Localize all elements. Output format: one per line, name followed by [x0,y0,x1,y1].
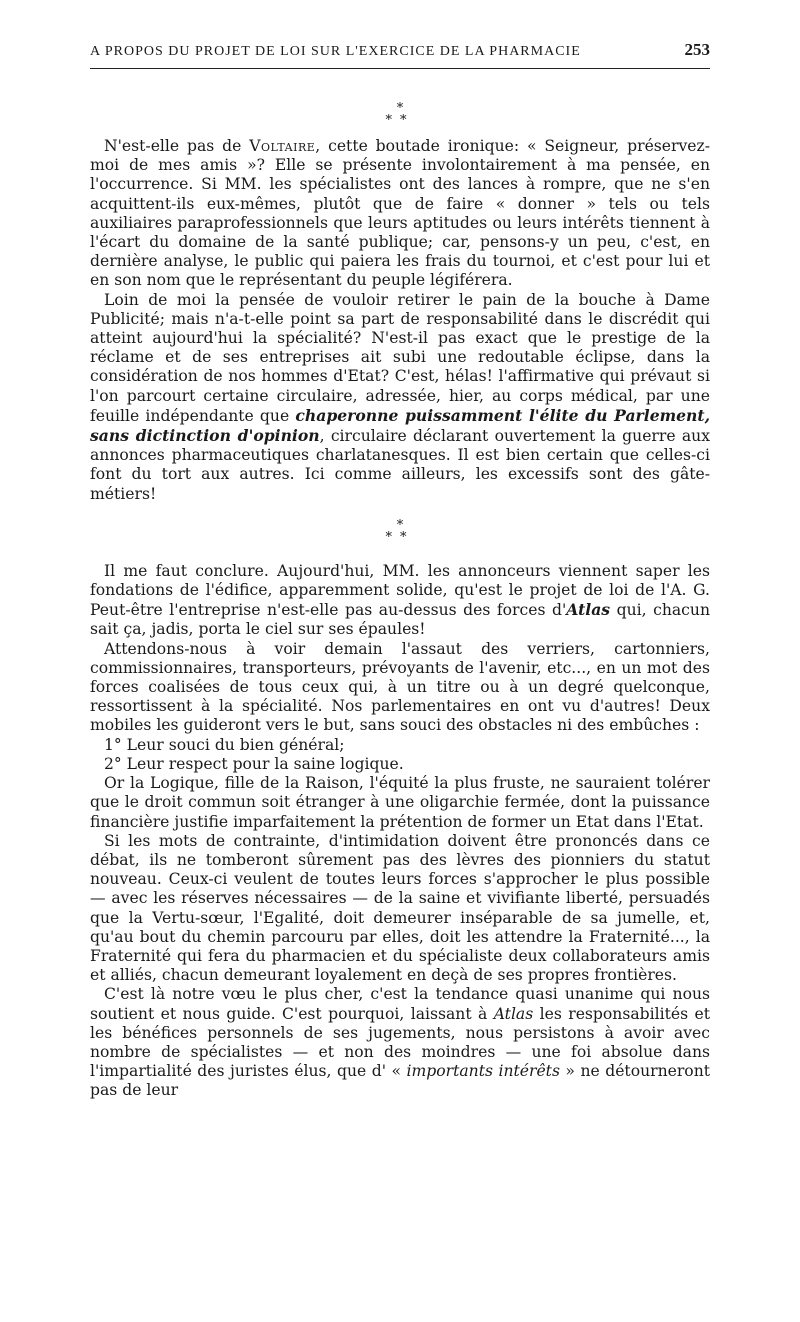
paragraph-3-text-b: qui, chacun sait ça, jadis, porta le ciel sur ses épaules! [90,601,710,639]
paragraph-3-text-a: Il me faut conclure. Aujourd'hui, MM. les annonceurs viennent saper les fondations de l'édifice, apparemment solide, qu'est le projet de loi de l'A. G. Peut-être l'entreprise n'est-elle pas au-dessus des forces d' [90,561,710,620]
paragraph-1-text-b: , cette boutade ironique: « Seigneur, préservez-moi de mes amis »? Elle se présente involontairement à ma pensée, en l'occurrence. Si MM. les spécialistes ont des lances à rompre, que ne s'en acquittent-ils eux-mêmes, plutôt que de faire « donner » tels ou tels auxiliaires paraprofessionnels que leurs aptitudes ou leurs intérêts tiennent à l'écart du domaine de la santé publique; car, pensons-y un peu, c'est, en dernière analyse, le public qui paiera les frais du tournoi, et c'est pour lui et en son nom que le représentant du peuple légiférera. [90,137,711,290]
paragraph-4: Attendons-nous à voir demain l'assaut des verriers, cartonniers, commissionnaires, transporteurs, prévoyants de l'avenir, etc..., en un mot des forces coalisées de tous ceux qui, à un titre ou à un degré quelconque, ressortissent à la spécialité. Nos parlementaires en ont vu d'autres! Deux mobiles les guideront vers le but, sans souci des obstacles ni des embûches : [90,639,710,735]
section-separator-2 [380,517,420,545]
paragraph-2-text-a: Loin de moi la pensée de vouloir retirer le pain de la bouche à Dame Publicité; mais n'a-t-elle point sa part de responsabilité dans le discrédit qui atteint aujourd'hui la spécialité? N'est-il pas exact que le prestige de la réclame et de ses entreprises ait subi une redoutable éclipse, dans la considération de nos hommes d'Etat? C'est, hélas! l'affirmative qui prévaut si l'on parcourt certaine circulaire, adressée, hier, au corps médical, par une feuille indépendante que [90,290,710,425]
paragraph-1-text-a: N'est-elle pas de [104,137,250,155]
book-page [90,40,710,1101]
paragraph-6: Si les mots de contrainte, d'intimidation doivent être prononcés dans ce débat, ils ne tomberont sûrement pas des lèvres des pionniers du statut nouveau. Ceux-ci veulent de toutes leurs forces s'approcher le plus possible — avec les réserves nécessaires — de la saine et vivifiante liberté, persuadés que la Vertu-sœur, l'Egalité, doit demeurer inséparable de sa jumelle, et, qu'au bout du chemin parcouru par elles, doit les attendre la Fraternité..., la Fraternité qui fera du pharmacien et du spécialiste deux collaborateurs amis et alliés, chacun demeurant loyalement en deçà de ses propres frontières. [90,831,710,985]
paragraph-7-quotation: importants intérêts [406,1062,560,1081]
list-item-1: 1° Leur souci du bien général; [104,735,345,754]
author-name-voltaire: Voltaire [249,137,316,155]
paragraph-7-text-c: » ne détourneront pas de leur [90,1062,711,1100]
atlas-reference-2: Atlas [493,1004,534,1023]
paragraph-7 [90,985,710,1100]
running-header [90,40,710,69]
asterism-top: * [396,517,404,533]
paragraph-2 [90,291,710,504]
paragraph-3 [90,562,710,640]
section-separator-1 [380,103,420,127]
paragraph-7-text-a: C'est là notre vœu le plus cher, c'est la tendance quasi unanime qui nous soutient et nous guide. C'est pourquoi, laissant à [90,985,710,1023]
asterism-bottom: ** [385,529,415,545]
asterism-bottom: ** [385,113,415,128]
atlas-reference: Atlas [566,600,611,620]
page-number: 253 [684,40,710,59]
asterism-top: * [396,101,404,116]
paragraph-1 [90,137,710,291]
running-title: A PROPOS DU PROJET DE LOI SUR L'EXERCICE DE LA PHARMACIE [90,44,581,59]
paragraph-7-text-b: les responsabilités et les bénéfices personnels de ses jugements, nous persistons à avoir avec nombre de spécialistes — et non des moindres — une foi absolue dans l'impartialité des juristes élus, que d' « [90,1004,710,1081]
list-item-2: 2° Leur respect pour la saine logique. [104,754,404,773]
paragraph-2-text-b: , circulaire déclarant ouvertement la guerre aux annonces pharmaceutiques charlatanesques. Il est bien certain que celles-ci font du tort aux autres. Ici comme ailleurs, les excessifs sont des gâte-métiers! [90,427,710,503]
paragraph-5: Or la Logique, fille de la Raison, l'équité la plus fruste, ne sauraient tolérer que le droit commun soit étranger à une oligarchie fermée, dont la puissance financière justifie imparfaitement la prétention de former un Etat dans l'Etat. [90,774,710,831]
paragraph-2-quotation: chaperonne puissamment l'élite du Parlement, sans dictinction d'opinion [90,405,711,446]
